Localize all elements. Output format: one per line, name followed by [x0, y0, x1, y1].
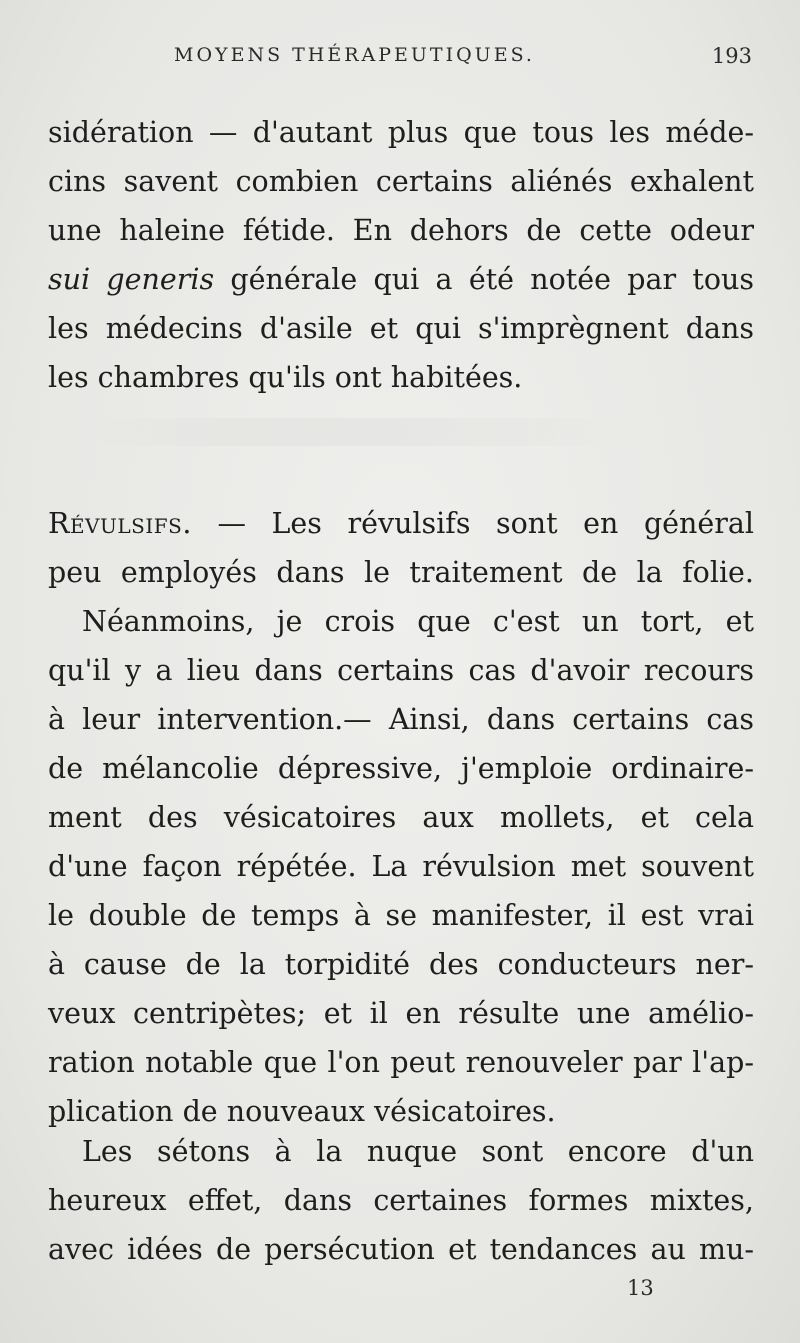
text-line: qu'il y a lieu dans certains cas d'avoir recours	[48, 654, 754, 687]
text-line: une haleine fétide. En dehors de cette odeur	[48, 214, 754, 247]
text-line: veux centripètes; et il en résulte une amélio-	[48, 997, 754, 1030]
text-span: générale qui a été notée par tous	[214, 263, 754, 296]
text-line-heading	[48, 499, 754, 548]
text-line: les médecins d'asile et qui s'imprègnent dans	[48, 312, 754, 345]
text-line: le double de temps à se manifester, il est vrai	[48, 899, 754, 932]
text-line: sidération — d'autant plus que tous les méde-	[48, 116, 754, 149]
text-line: Néanmoins, je crois que c'est un tort, et	[82, 605, 754, 638]
text-line: les chambres qu'ils ont habitées.	[48, 361, 523, 394]
page-number: 193	[711, 44, 752, 68]
text-line: cins savent combien certains aliénés exhalent	[48, 165, 754, 198]
italic-phrase: sui generis	[48, 263, 215, 296]
text-line: ment des vésicatoires aux mollets, et cela	[48, 801, 754, 834]
text-line: avec idées de persécution et tendances au mu-	[48, 1233, 754, 1266]
text-line: plication de nouveaux vésicatoires.	[48, 1095, 556, 1128]
text-line: à leur intervention.— Ainsi, dans certains cas	[48, 703, 754, 736]
text-line: Les sétons à la nuque sont encore d'un	[82, 1135, 754, 1168]
running-title: MOYENS THÉRAPEUTIQUES.	[174, 44, 535, 66]
running-header	[0, 44, 800, 74]
show-through-shadow	[90, 418, 630, 446]
paragraph-3	[48, 1127, 754, 1274]
text-line: ration notable que l'on peut renouveler par l'ap-	[48, 1046, 754, 1079]
section-revulsifs	[48, 499, 754, 1136]
section-heading: Révulsifs.	[48, 507, 192, 540]
text-line: de mélancolie dépressive, j'emploie ordinaire-	[48, 752, 754, 785]
text-line-mixed	[48, 255, 754, 304]
text-line: à cause de la torpidité des conducteurs ner-	[48, 948, 754, 981]
text-line: heureux effet, dans certaines formes mixtes,	[48, 1184, 754, 1217]
text-line: peu employés dans le traitement de la folie.	[48, 556, 754, 589]
paragraph-1	[48, 108, 754, 402]
text-line: d'une façon répétée. La révulsion met souvent	[48, 850, 754, 883]
text-span: — Les révulsifs sont en général	[191, 507, 754, 540]
signature-mark: 13	[627, 1276, 654, 1300]
